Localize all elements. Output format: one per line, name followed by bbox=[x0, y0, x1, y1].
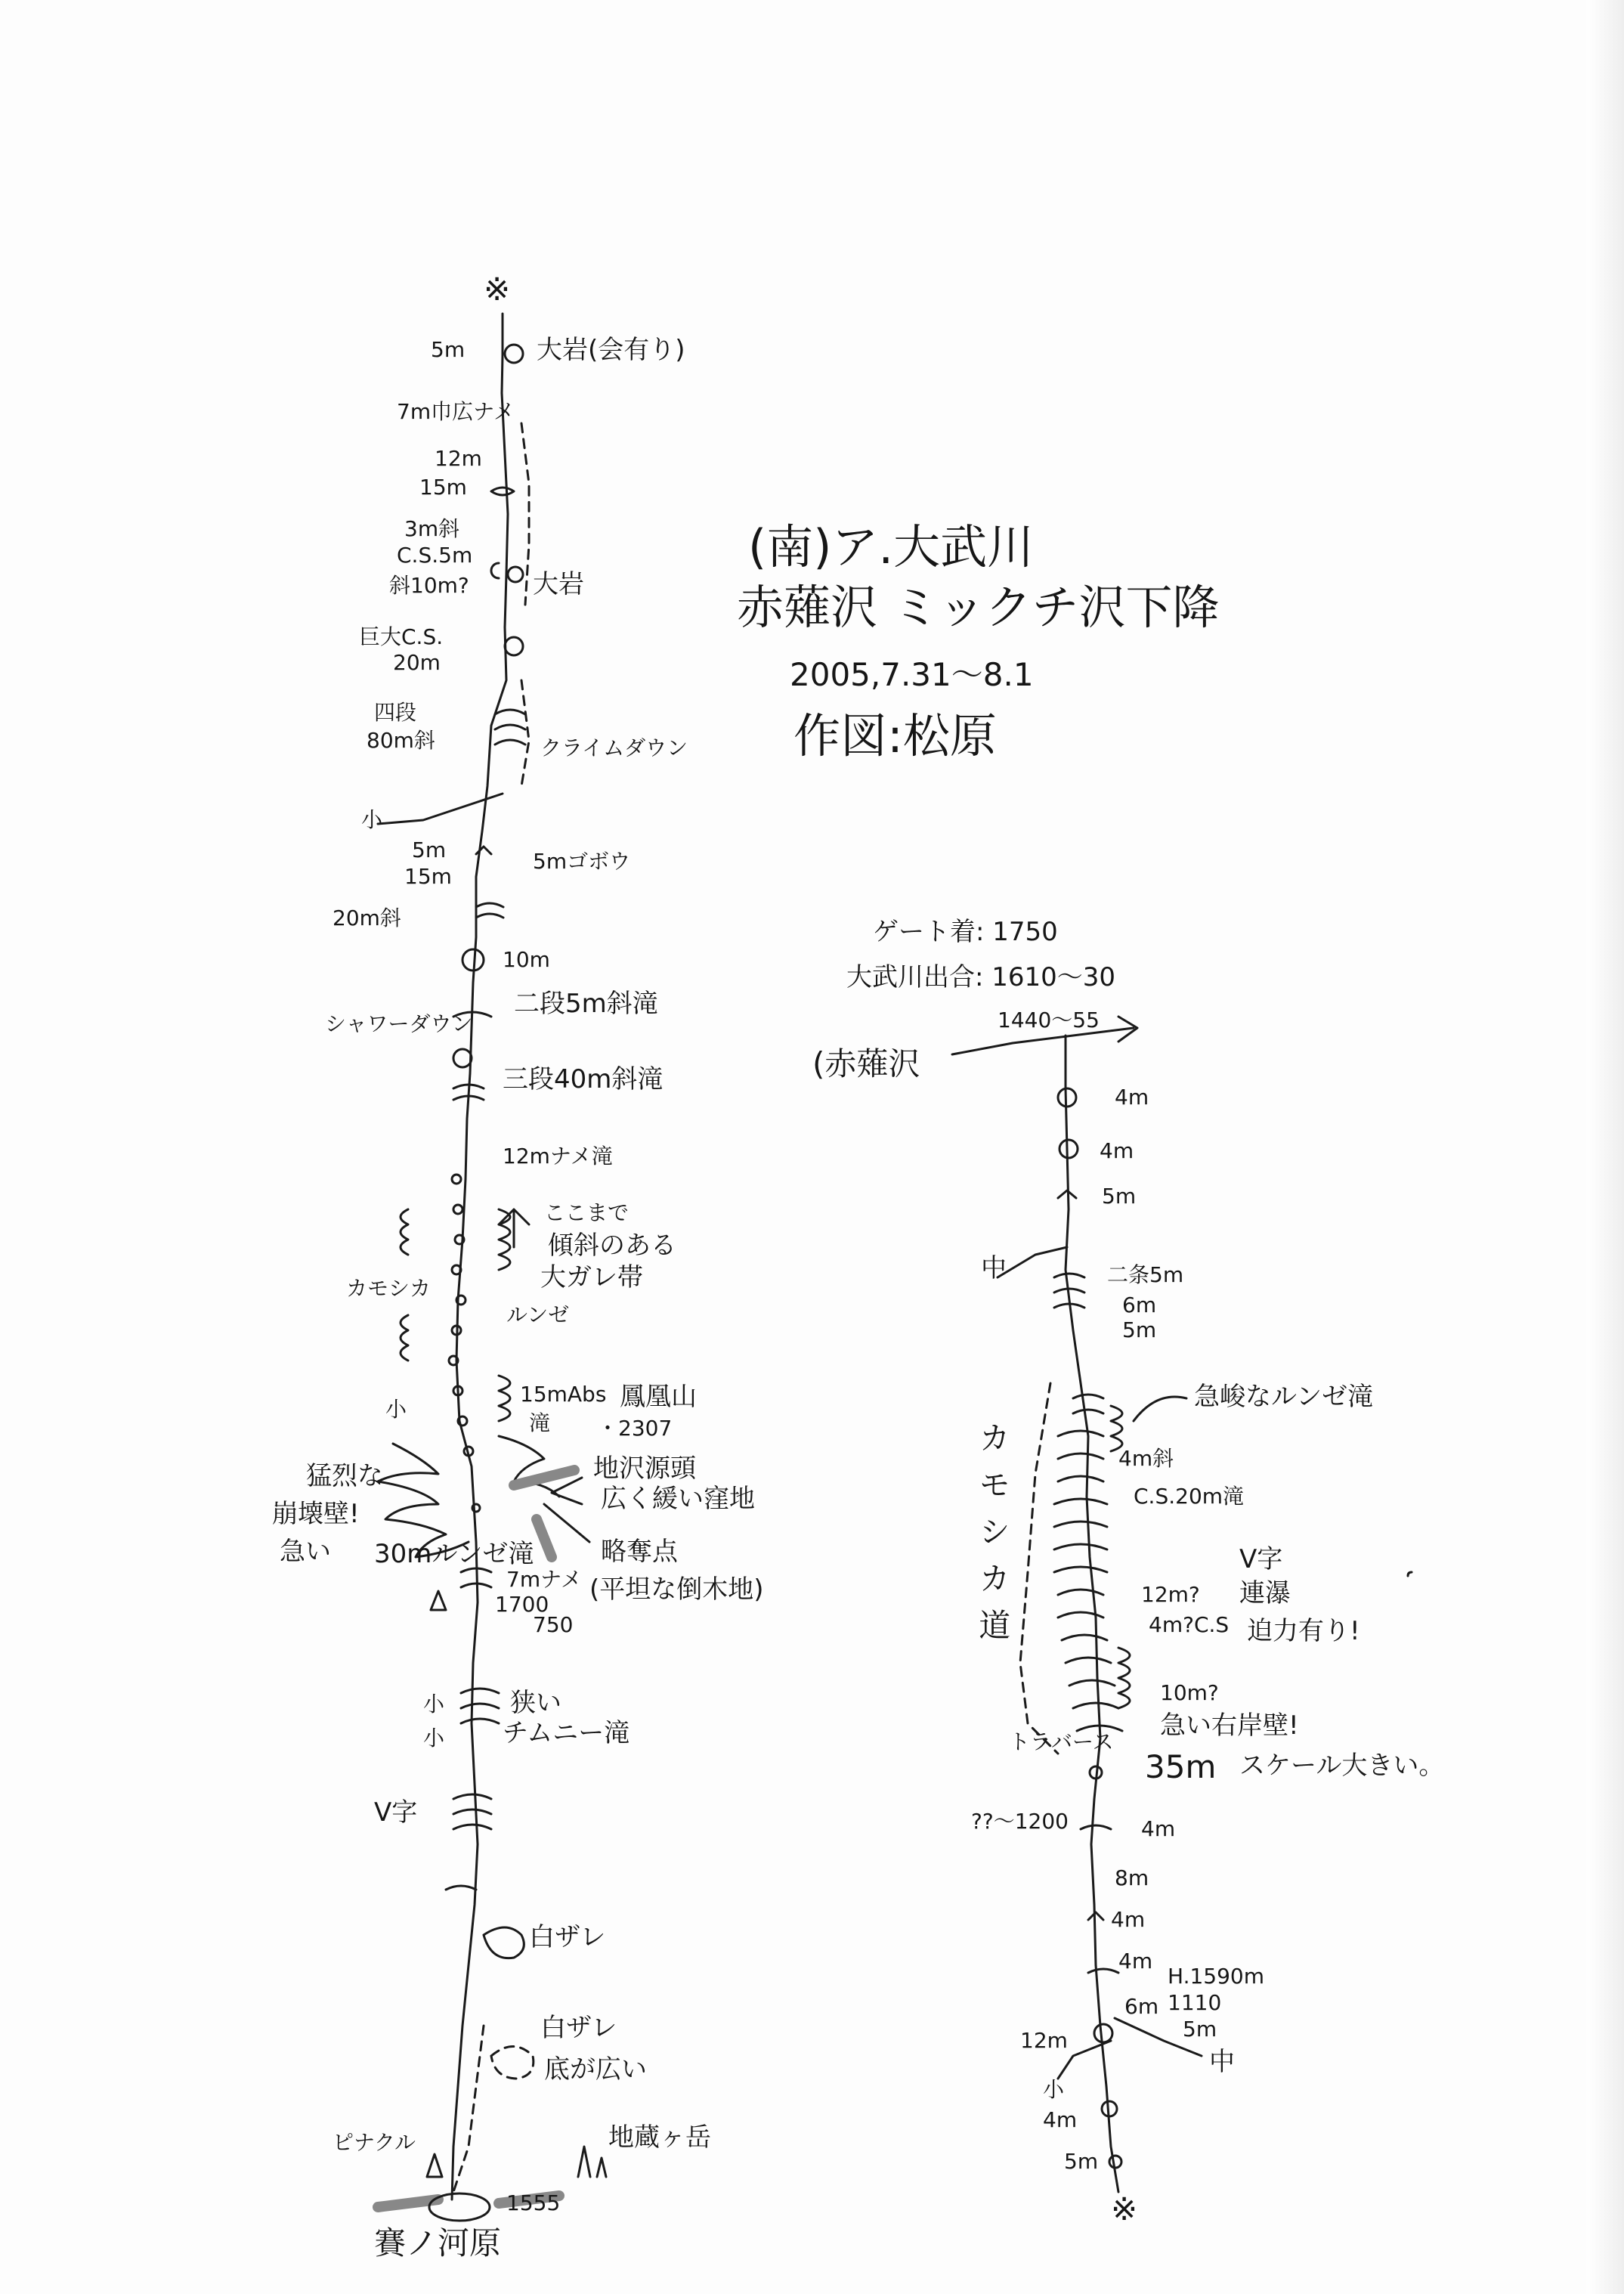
left-label: シャワーダウン bbox=[325, 1011, 473, 1036]
left-label: 斜10m? bbox=[389, 573, 469, 598]
left-climb-down-dashed bbox=[521, 680, 529, 786]
title-region: (南)ア.大武川 bbox=[748, 519, 1035, 574]
right-label: 4m bbox=[1111, 1907, 1146, 1932]
right-label: 4m bbox=[1141, 1816, 1176, 1841]
left-label: 巨大C.S. bbox=[359, 624, 444, 649]
right-label: 中 bbox=[1209, 2047, 1235, 2077]
right-label: 4m bbox=[1100, 1138, 1134, 1163]
robbery-arrow bbox=[544, 1504, 589, 1542]
right-label: スケール大きい。 bbox=[1239, 1751, 1445, 1781]
right-label: 4m bbox=[1118, 1949, 1153, 1974]
left-label: 傾斜のある bbox=[548, 1231, 676, 1261]
right-label: 小 bbox=[1043, 2077, 1065, 2102]
right-label: 12m bbox=[1020, 2028, 1068, 2053]
left-label: 80m斜 bbox=[367, 728, 435, 753]
source-arrow bbox=[552, 1478, 582, 1504]
left-label: 地沢源頭 bbox=[593, 1453, 696, 1484]
right-label: 4m斜 bbox=[1118, 1446, 1174, 1471]
left-label: 15mAbs bbox=[520, 1382, 607, 1407]
left-label: V字 bbox=[374, 1797, 418, 1828]
right-label: ※ bbox=[1111, 2190, 1138, 2227]
left-label: 三段40m斜滝 bbox=[503, 1064, 664, 1094]
right-label: V字 bbox=[1239, 1544, 1283, 1574]
right-label: トラバース bbox=[1009, 1729, 1114, 1754]
left-label: C.S.5m bbox=[397, 543, 473, 568]
left-label: ルンゼ bbox=[506, 1302, 570, 1327]
shirazare-patch-1 bbox=[484, 1927, 524, 1958]
left-label: 10m bbox=[503, 947, 550, 972]
left-label: 広く緩い窪地 bbox=[601, 1484, 755, 1514]
jizo-symbol bbox=[578, 2147, 606, 2177]
left-label: 賽ノ河原 bbox=[374, 2224, 502, 2261]
author-credit: 作図:松原 bbox=[793, 708, 997, 763]
left-label: 1555 bbox=[506, 2190, 561, 2215]
right-label: 5m bbox=[1183, 2017, 1217, 2042]
left-label: 7m巾広ナメ bbox=[397, 399, 515, 424]
pinnacle-symbol bbox=[427, 2154, 442, 2177]
left-label: 大岩(会有り) bbox=[537, 335, 685, 365]
left-label: 底が広い bbox=[544, 2054, 647, 2085]
right-label: 10m? bbox=[1160, 1680, 1219, 1705]
left-label: 滝 bbox=[529, 1410, 551, 1435]
left-label: 白ザレ bbox=[540, 2013, 617, 2043]
sai-no-kawara-oval bbox=[429, 2193, 490, 2221]
left-label: 猛烈な bbox=[306, 1461, 383, 1491]
left-label: 5m bbox=[412, 837, 447, 862]
right-label: 8m bbox=[1115, 1865, 1149, 1890]
left-label: クライムダウン bbox=[540, 735, 688, 760]
left-lower-dashed bbox=[453, 2026, 484, 2192]
left-label: ピナクル bbox=[333, 2130, 416, 2155]
left-label: 二段5m斜滝 bbox=[514, 989, 658, 1019]
left-label: 20m斜 bbox=[333, 906, 401, 930]
left-label: 小 bbox=[385, 1397, 407, 1422]
left-label: 12m bbox=[435, 446, 482, 471]
right-label: (赤薙沢 bbox=[812, 1045, 920, 1082]
left-label: 白ザレ bbox=[529, 1922, 606, 1952]
right-label: 4m?C.S bbox=[1149, 1612, 1230, 1637]
left-label: 大ガレ帯 bbox=[540, 1262, 643, 1293]
right-label: ??～1200 bbox=[971, 1809, 1069, 1834]
left-label: 15m bbox=[404, 864, 452, 889]
right-label: 4m bbox=[1043, 2107, 1078, 2132]
left-label: 5m bbox=[431, 337, 466, 362]
right-label: 5m bbox=[1122, 1317, 1157, 1342]
left-label: 崩壊壁! bbox=[272, 1499, 360, 1529]
shirazare-patch-2 bbox=[491, 2047, 534, 2079]
right-label: 6m bbox=[1122, 1293, 1157, 1317]
right-label: 5m bbox=[1064, 2149, 1099, 2174]
left-label: 12mナメ滝 bbox=[503, 1144, 613, 1169]
right-label: 連瀑 bbox=[1239, 1578, 1291, 1608]
right-label: 12m? bbox=[1141, 1582, 1200, 1607]
right-label: 急峻なルンゼ滝 bbox=[1194, 1382, 1374, 1412]
right-label: 6m bbox=[1124, 1994, 1159, 2019]
left-label: 地蔵ヶ岳 bbox=[608, 2122, 711, 2153]
left-label: 7mナメ bbox=[506, 1567, 582, 1592]
left-label: カモシカ bbox=[346, 1276, 432, 1301]
right-label: 5m bbox=[1102, 1184, 1137, 1209]
left-label: 急い bbox=[280, 1537, 331, 1567]
summit-mark: ※ bbox=[484, 271, 511, 308]
right-label: 中 bbox=[981, 1253, 1007, 1283]
right-label: C.S.20m滝 bbox=[1134, 1484, 1245, 1509]
right-label: H.1590m bbox=[1168, 1964, 1264, 1989]
left-label: 四段 bbox=[374, 700, 417, 725]
right-label: 迫力有り! bbox=[1247, 1616, 1360, 1646]
kamoshika-trail-dashed bbox=[1020, 1383, 1058, 1754]
left-label: (平坦な倒木地) bbox=[589, 1574, 764, 1605]
right-label: 1110 bbox=[1168, 1990, 1222, 2015]
right-label: カモシカ道 bbox=[974, 1421, 1012, 1655]
left-label: 略奪点 bbox=[601, 1537, 678, 1567]
left-label: 1700 bbox=[495, 1592, 549, 1617]
right-label: 急い右岸壁! bbox=[1160, 1710, 1299, 1741]
left-label: 鳳凰山 bbox=[620, 1382, 697, 1412]
gate-arrival-time: ゲート着: 1750 bbox=[873, 917, 1058, 947]
right-label: 4m bbox=[1115, 1085, 1149, 1110]
title-route: 赤薙沢 ミックチ沢下降 bbox=[737, 580, 1220, 635]
left-label: 大岩 bbox=[533, 569, 584, 599]
left-label: ・2307 bbox=[597, 1416, 673, 1441]
right-side-branch-top bbox=[998, 1247, 1067, 1277]
left-label: 20m bbox=[393, 650, 441, 675]
trip-dates: 2005,7.31～8.1 bbox=[790, 656, 1034, 693]
left-label: 小 bbox=[423, 1692, 445, 1717]
left-label: 狭い bbox=[510, 1688, 561, 1718]
left-label: 小 bbox=[423, 1726, 445, 1751]
right-ravine-fall-arrow bbox=[1134, 1397, 1186, 1421]
left-label: 750 bbox=[533, 1612, 574, 1637]
left-label: ここまで bbox=[544, 1200, 629, 1225]
right-label: 1440～55 bbox=[998, 1008, 1100, 1032]
left-label: 3m斜 bbox=[404, 516, 460, 541]
left-label: 15m bbox=[419, 475, 467, 500]
left-label: 小 bbox=[361, 807, 383, 832]
left-label: チムニー滝 bbox=[503, 1718, 630, 1748]
right-label: 35m bbox=[1145, 1748, 1217, 1785]
confluence-time: 大武川出合: 1610～30 bbox=[846, 962, 1116, 992]
left-label: 30mルンゼ滝 bbox=[374, 1539, 534, 1569]
left-label: 5mゴボウ bbox=[533, 849, 631, 874]
triangle-mark bbox=[431, 1591, 446, 1610]
right-label: 二条5m bbox=[1107, 1262, 1184, 1287]
